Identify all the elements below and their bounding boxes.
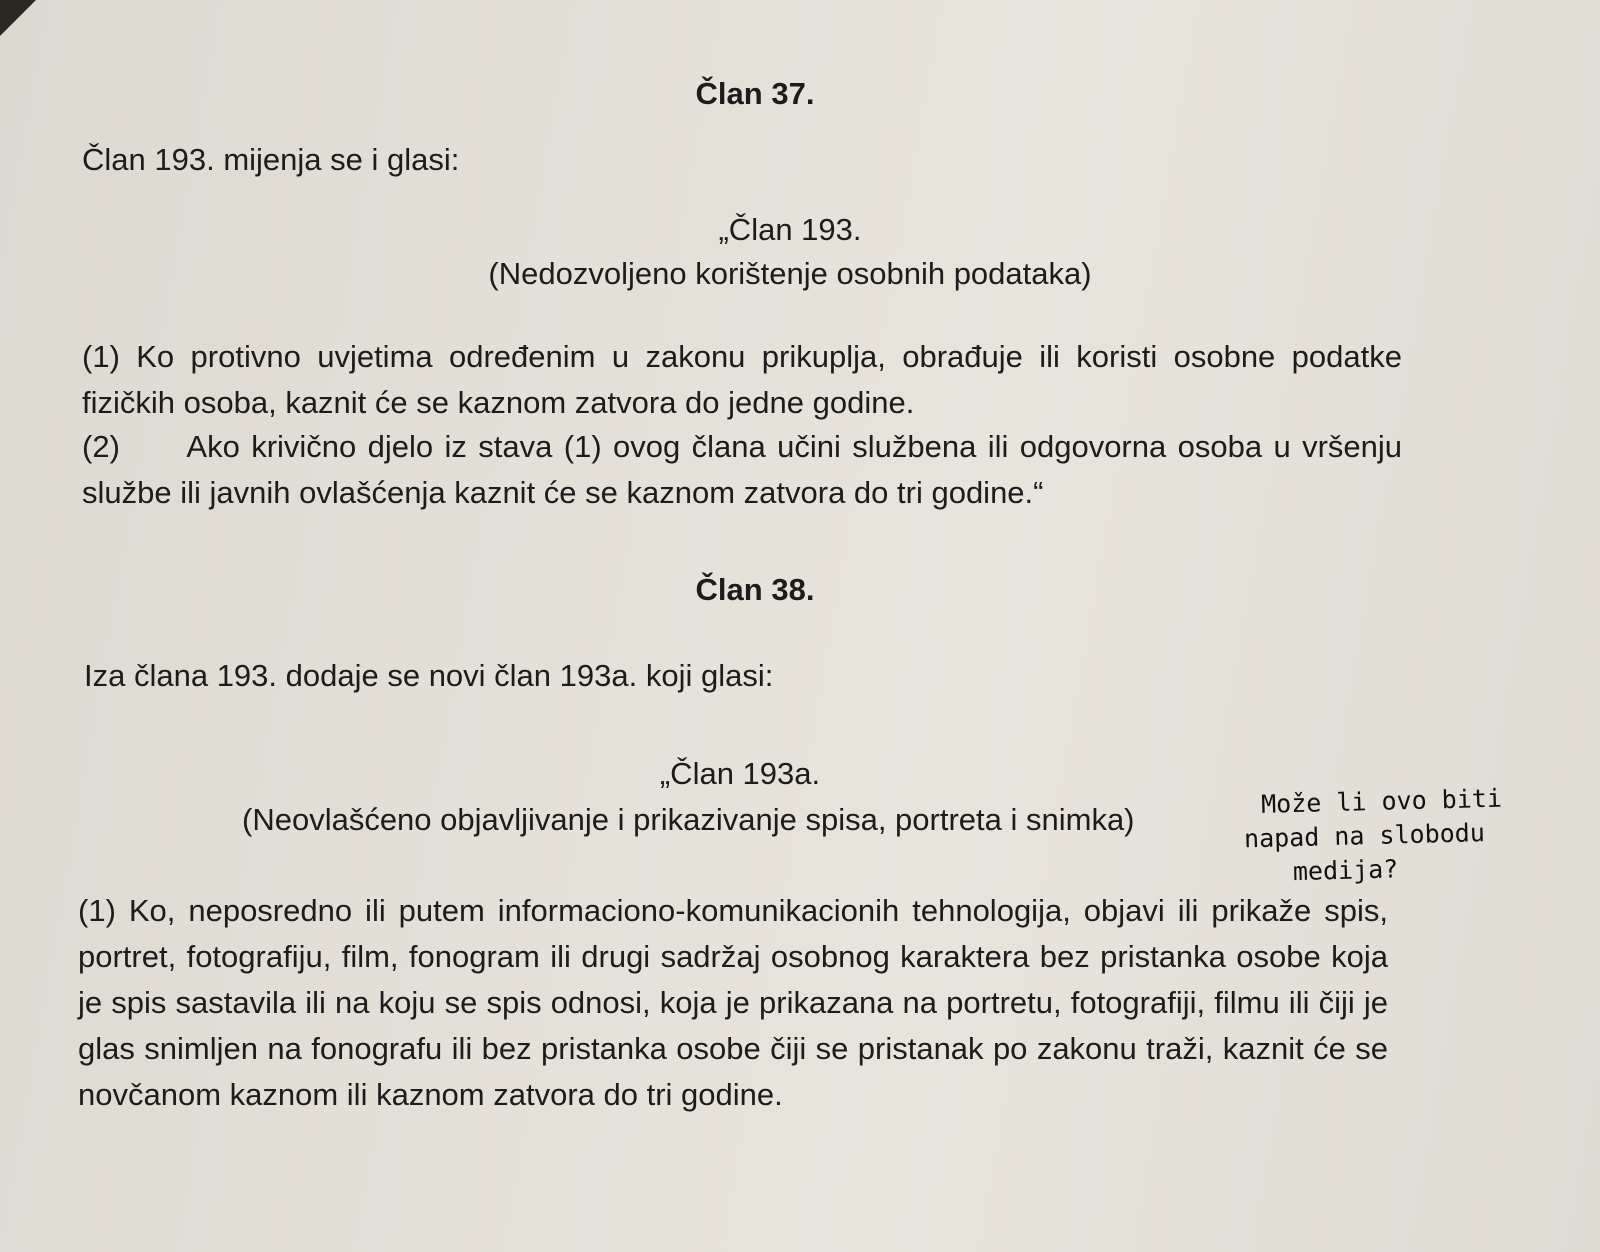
page-corner-shadow xyxy=(0,0,36,36)
handnote-line-2: napad na slobodu xyxy=(1243,818,1486,854)
article-193-subtitle: (Nedozvoljeno korištenje osobnih podataka) xyxy=(488,256,1092,291)
article-38-intro: Iza člana 193. dodaje se novi član 193a. koji glasi: xyxy=(84,658,774,693)
article-193a-paragraph-1: (1) Ko, neposredno ili putem informaciono-komunikacionih tehnologija, objavi ili prikaže spis, portret, fotografiju, film, fonogram ili drugi sadržaj osobnog karaktera bez pristanka osobe koja je spis sastavila ili na koju se spis odnosi, koja je prikazana na portretu, fotografiji, filmu ili čiji je glas snimljen na fonografu ili bez pristanka osobe čiji se pristanak po zakonu traži, kaznit će se novčanom kaznom ili kaznom zatvora do tri godine. xyxy=(78,893,1388,1112)
article-193-title: „Član 193. xyxy=(718,212,862,247)
article-37-heading: Član 37. xyxy=(695,76,815,111)
handnote-line-3: medija? xyxy=(1292,854,1399,887)
handnote-line-1: Može li ovo biti xyxy=(1260,783,1503,819)
article-193-paragraph-1: (1) Ko protivno uvjetima određenim u zakonu prikuplja, obrađuje ili koristi osobne podatke fizičkih osoba, kaznit će se kaznom zatvora do jedne godine. xyxy=(82,339,1402,420)
article-193-paragraph-2: (2) Ako krivično djelo iz stava (1) ovog člana učini službena ili odgovorna osoba u vršenju službe ili javnih ovlašćenja kaznit će se kaznom zatvora do tri godine.“ xyxy=(82,429,1411,510)
article-193a-title: „Član 193a. xyxy=(659,756,821,791)
handwritten-margin-note xyxy=(1243,780,1564,890)
article-37-intro: Član 193. mijenja se i glasi: xyxy=(82,142,460,177)
article-193a-subtitle: (Neovlašćeno objavljivanje i prikazivanje spisa, portreta i snimka) xyxy=(242,802,1135,837)
article-38-heading: Član 38. xyxy=(695,572,815,607)
